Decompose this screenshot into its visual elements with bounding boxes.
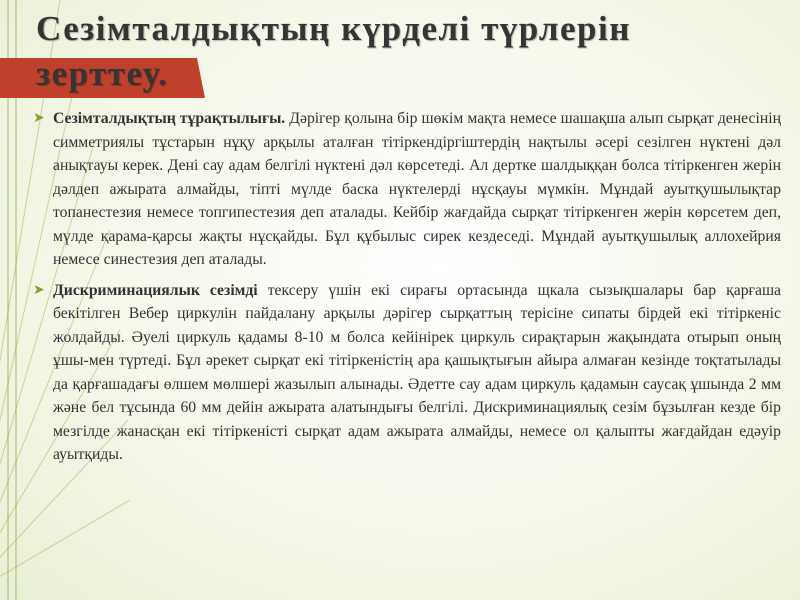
paragraph-body: Дәрігер қолына бір шөкім мақта немесе шашақша алып сырқат денесінің симметриялы тұстарын нұқу арқылы аталған тітіркендіргіштердің нақтылы әсері сезілген нүктені дәл анықтауы керек. Дені сау адам белгілі нүктені дәл көрсетеді. Ал дертке шалдыққан болса тітіркенген жерін дәлдеп ажырата алмайды, тіпті мүлде баска нүктелерді нұсқауы мүмкін. Мұндай ауытқушылықтар топанестезия немесе топгипестезия деп аталады. Кейбір жағдайда сырқат тітіркенген жерін көрсетем деп, мүлде қарама-қарсы жақты нұсқайды. Бұл құбылыс сирек кездеседі. Мұндай ауытқушылық аллохейрия немесе синестезия деп аталады.	[53, 110, 781, 268]
paragraph-text	[53, 279, 781, 467]
slide-content	[33, 107, 781, 474]
paragraph-discrimination	[33, 279, 781, 467]
paragraph-stability	[33, 107, 781, 272]
paragraph-lead: Дискриминациялык сезімді	[53, 281, 258, 299]
paragraph-body: тексеру үшін екі сирағы ортасында щкала сызықшалары бар қарғаша бекітілген Вебер циркулін пайдалану арқылы дәрігер сырқаттың терісіне сипаты бірдей екі тітіркеніс жолдайды. Әуелі циркуль қадамы 8-10 м болса кейінірек циркуль сирақтарын жақындата отырып оның ұшы-мен түртеді. Бұл әрекет сырқат екі тітіркеністің ара қашықтығын айыра алмаған кезінде тоқтатылады да қарғашадағы өлшем мөлшері жазылып алынады. Әдетте сау адам циркуль қадамын саусақ ұшында 2 мм және бел тұсында 60 мм дейін ажырата алатындығы белгілі. Дискриминациялық сезім бұзылған кезде бір мезгілде жанасқан екі тітіркеністі сырқат адам ажырата алмайды, немесе ол қалыпты жағдайдан едәуір ауытқиды.	[53, 281, 781, 463]
paragraph-text	[53, 107, 781, 272]
slide-title: Сезімталдықтың күрделі түрлерін зерттеу.	[36, 9, 631, 93]
paragraph-lead: Сезімталдықтың тұрақтылығы.	[53, 110, 286, 127]
arrow-bullet-icon: ➤	[33, 281, 45, 298]
arrow-bullet-icon: ➤	[33, 110, 45, 126]
